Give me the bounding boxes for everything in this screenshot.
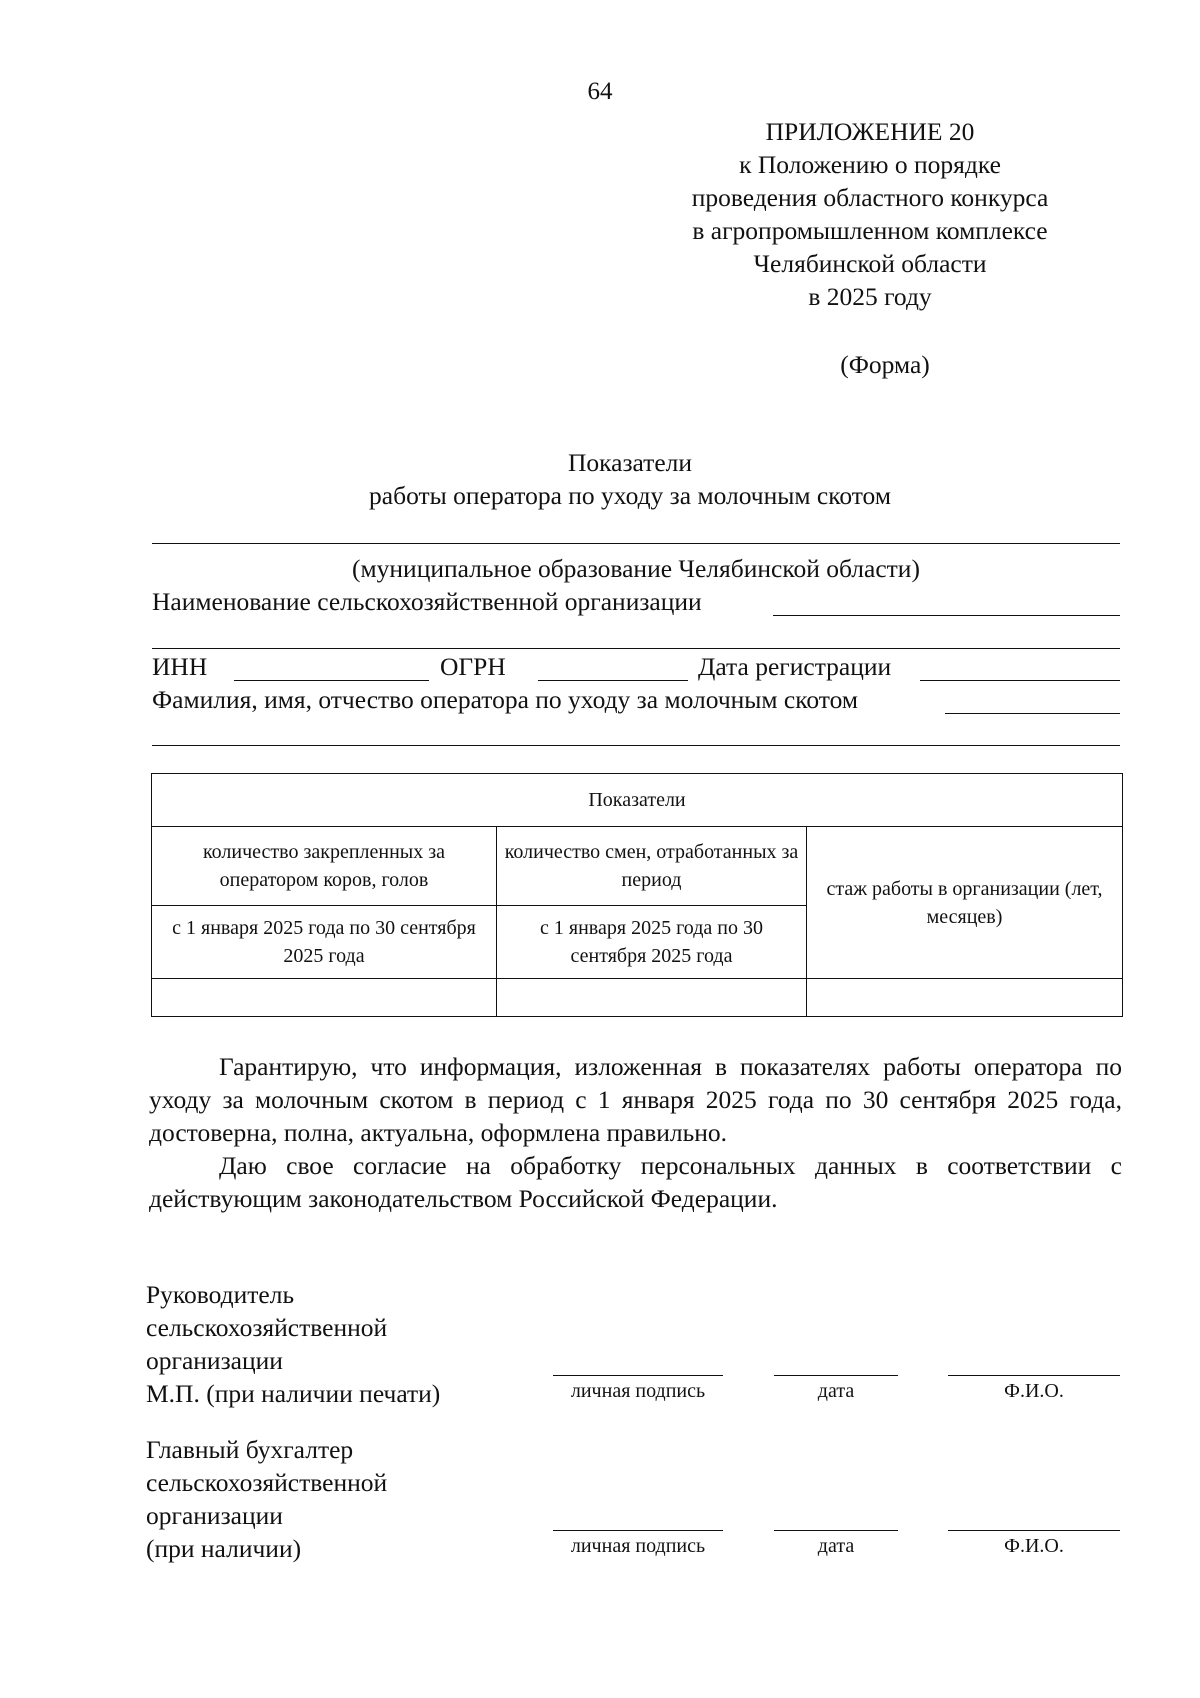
head-date-field[interactable] [774, 1375, 898, 1376]
head-date-caption: дата [817, 1380, 855, 1402]
ogrn-field[interactable] [538, 680, 688, 681]
reg-date-field[interactable] [920, 680, 1120, 681]
accountant-date-caption: дата [817, 1535, 855, 1557]
head-signature-field[interactable] [553, 1375, 723, 1376]
head-signature-block [146, 1278, 440, 1410]
consent-text: Даю свое согласие на обработку персональных данных в соответствии с действующим законодательством Российской Федерации. [149, 1151, 1122, 1213]
accountant-title-line: сельскохозяйственной [146, 1468, 388, 1497]
accountant-name-caption: Ф.И.О. [1004, 1535, 1064, 1557]
head-name-caption: Ф.И.О. [1004, 1380, 1064, 1402]
head-title-line: Руководитель [146, 1280, 295, 1309]
org-name-label: Наименование сельскохозяйственной организации [152, 587, 702, 616]
operator-name-label: Фамилия, имя, отчество оператора по уходу за молочным скотом [152, 685, 858, 714]
table-header-row [152, 774, 1123, 827]
guarantee-text: Гарантирую, что информация, изложенная в показателях работы оператора по уходу за молочным скотом в период с 1 января 2025 года по 30 сентября 2025 года, достоверна, полна, актуальна, оформлена правильно. [149, 1052, 1122, 1147]
col-cows-period: с 1 января 2025 года по 30 сентября 2025 года [152, 906, 497, 979]
col-cows-header: количество закрепленных за оператором коров, голов [152, 827, 497, 906]
operator-name-field[interactable] [945, 713, 1120, 714]
operator-name-field-continued[interactable] [152, 745, 1120, 746]
appendix-block [655, 115, 1085, 313]
head-name-field[interactable] [948, 1375, 1120, 1376]
table-header: Показатели [152, 774, 1123, 827]
accountant-date-field[interactable] [774, 1530, 898, 1531]
accountant-signature-caption: личная подпись [570, 1535, 706, 1557]
cows-value-cell[interactable] [152, 979, 497, 1017]
title-line-1: Показатели [567, 448, 693, 477]
col-shifts-period: с 1 января 2025 года по 30 сентября 2025 года [497, 906, 807, 979]
accountant-name-field[interactable] [948, 1530, 1120, 1531]
guarantee-paragraph [149, 1050, 1122, 1149]
appendix-line: Челябинской области [753, 249, 987, 278]
appendix-line: в 2025 году [808, 282, 932, 311]
table-subheader-row [152, 827, 1123, 906]
municipality-line[interactable] [152, 543, 1120, 544]
reg-date-label: Дата регистрации [698, 652, 892, 681]
appendix-line: к Положению о порядке [739, 150, 1001, 179]
experience-value-cell[interactable] [807, 979, 1123, 1017]
shifts-value-cell[interactable] [497, 979, 807, 1017]
accountant-signature-field[interactable] [553, 1530, 723, 1531]
accountant-note-line: (при наличии) [146, 1534, 302, 1563]
appendix-line: в агропромышленном комплексе [692, 216, 1048, 245]
inn-field[interactable] [234, 680, 429, 681]
indicators-table [151, 773, 1123, 1017]
head-title-line: организации [146, 1346, 283, 1375]
head-title-line: сельскохозяйственной [146, 1313, 388, 1342]
form-label: (Форма) [840, 350, 930, 379]
document-title [140, 446, 1120, 512]
accountant-signature-block [146, 1433, 387, 1565]
table-row [152, 979, 1123, 1017]
page-number: 64 [587, 78, 613, 105]
inn-label: ИНН [152, 652, 208, 681]
municipality-caption: (муниципальное образование Челябинской области) [352, 554, 920, 583]
head-seal-line: М.П. (при наличии печати) [146, 1379, 441, 1408]
col-shifts-header: количество смен, отработанных за период [497, 827, 807, 906]
ogrn-label: ОГРН [440, 652, 506, 681]
appendix-title: ПРИЛОЖЕНИЕ 20 [765, 117, 975, 146]
accountant-title-line: организации [146, 1501, 283, 1530]
org-name-field[interactable] [773, 615, 1120, 616]
consent-paragraph [149, 1149, 1122, 1215]
accountant-title-line: Главный бухгалтер [146, 1435, 354, 1464]
title-line-2: работы оператора по уходу за молочным скотом [369, 481, 891, 510]
col-experience-header: стаж работы в организации (лет, месяцев) [807, 827, 1123, 979]
appendix-line: проведения областного конкурса [691, 183, 1049, 212]
org-name-field-continued[interactable] [152, 648, 1120, 649]
head-signature-caption: личная подпись [570, 1380, 706, 1402]
